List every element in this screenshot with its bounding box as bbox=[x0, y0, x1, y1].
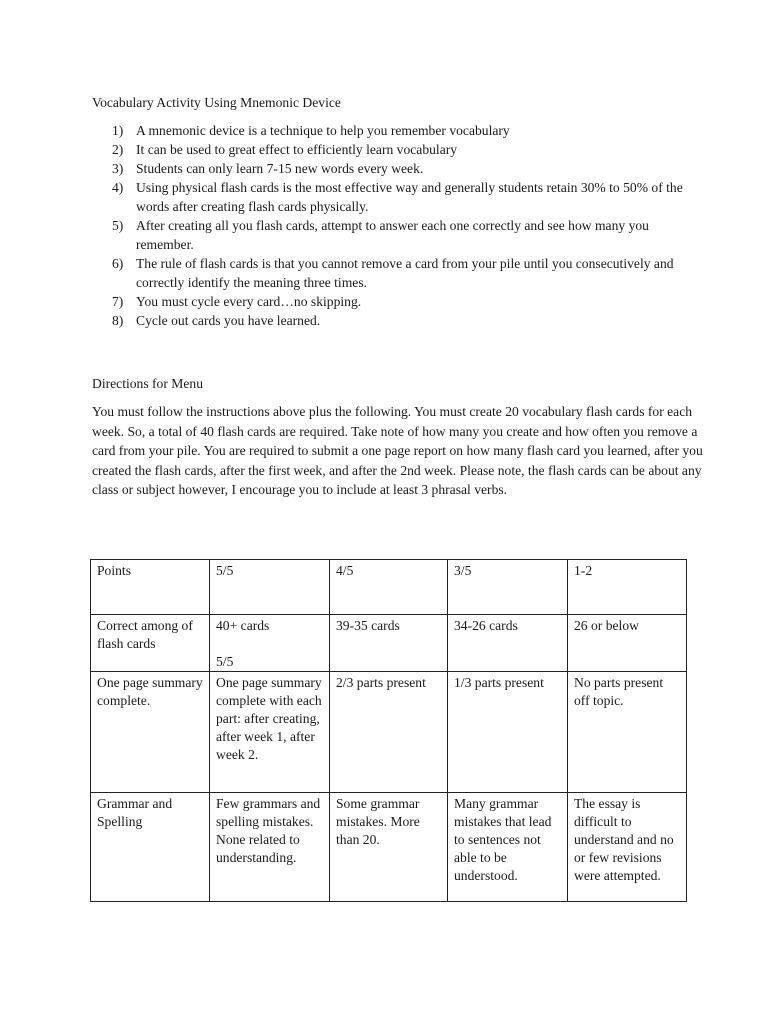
table-cell: Few grammars and spelling mistakes. None related to understanding. bbox=[210, 793, 330, 902]
list-item bbox=[92, 254, 692, 292]
list-item-text: The rule of flash cards is that you cannot remove a card from your pile until you consecutively and correctly identify the meaning three times. bbox=[136, 256, 674, 290]
list-item-number: 7) bbox=[112, 294, 124, 309]
list-item bbox=[92, 178, 692, 216]
table-cell: The essay is difficult to understand and no or few revisions were attempted. bbox=[568, 793, 687, 902]
criterion-cell: One page summary complete. bbox=[91, 672, 210, 793]
list-item-number: 2) bbox=[112, 142, 124, 157]
list-item-number: 5) bbox=[112, 218, 124, 233]
list-item-number: 4) bbox=[112, 180, 124, 195]
list-item-number: 3) bbox=[112, 161, 124, 176]
table-header-cell: 1-2 bbox=[568, 560, 687, 615]
table-cell: Many grammar mistakes that lead to sentences not able to be understood. bbox=[448, 793, 568, 902]
list-item-number: 8) bbox=[112, 313, 124, 328]
table-cell: 39-35 cards bbox=[330, 615, 448, 672]
table-cell: Some grammar mistakes. More than 20. bbox=[330, 793, 448, 902]
rules-list bbox=[92, 121, 692, 330]
list-item bbox=[92, 121, 692, 140]
table-header-cell: 5/5 bbox=[210, 560, 330, 615]
list-item-text: Students can only learn 7-15 new words every week. bbox=[136, 161, 424, 176]
list-item-text: You must cycle every card…no skipping. bbox=[136, 294, 362, 309]
table-cell: No parts present off topic. bbox=[568, 672, 687, 793]
list-item-number: 6) bbox=[112, 256, 124, 271]
table-header-cell: Points bbox=[91, 560, 210, 615]
list-item-text: Cycle out cards you have learned. bbox=[136, 313, 321, 328]
list-item bbox=[92, 159, 692, 178]
table-cell: 1/3 parts present bbox=[448, 672, 568, 793]
list-item-text: A mnemonic device is a technique to help you remember vocabulary bbox=[136, 123, 510, 138]
list-item-text: It can be used to great effect to efficiently learn vocabulary bbox=[136, 142, 458, 157]
cell-text: 40+ cards bbox=[216, 618, 270, 633]
table-header-row bbox=[91, 560, 687, 615]
table-row bbox=[91, 615, 687, 672]
list-item-text: Using physical flash cards is the most effective way and generally students retain 30% to 50% of the words after creating flash cards physically. bbox=[136, 180, 683, 214]
table-cell: One page summary complete with each part: after creating, after week 1, after week 2. bbox=[210, 672, 330, 793]
rubric-table bbox=[90, 559, 687, 902]
criterion-cell: Grammar and Spelling bbox=[91, 793, 210, 902]
table-cell: 2/3 parts present bbox=[330, 672, 448, 793]
document-title: Vocabulary Activity Using Mnemonic Device bbox=[92, 95, 341, 110]
list-item bbox=[92, 216, 692, 254]
criterion-cell: Correct among of flash cards bbox=[91, 615, 210, 672]
table-header-cell: 4/5 bbox=[330, 560, 448, 615]
table-header-cell: 3/5 bbox=[448, 560, 568, 615]
table-row bbox=[91, 793, 687, 902]
cell-subtext: 5/5 bbox=[216, 654, 234, 669]
list-item-text: After creating all you flash cards, attempt to answer each one correctly and see how many you remember. bbox=[136, 218, 649, 252]
list-item bbox=[92, 292, 692, 311]
directions-paragraph: You must follow the instructions above plus the following. You must create 20 vocabulary flash cards for each week. So, a total of 40 flash cards are required. Take note of how many you create and how often you remove a card from your pile. You are required to submit a one page report on how many flash card you learned, after you created the flash cards, after the first week, and after the 2nd week. Please note, the flash cards can be about any class or subject however, I encourage you to include at least 3 phrasal verbs. bbox=[92, 404, 703, 498]
list-item bbox=[92, 311, 692, 330]
list-item bbox=[92, 140, 692, 159]
table-cell bbox=[210, 615, 330, 672]
table-cell: 26 or below bbox=[568, 615, 687, 672]
directions-heading: Directions for Menu bbox=[92, 376, 203, 391]
table-row bbox=[91, 672, 687, 793]
table-cell: 34-26 cards bbox=[448, 615, 568, 672]
list-item-number: 1) bbox=[112, 123, 124, 138]
